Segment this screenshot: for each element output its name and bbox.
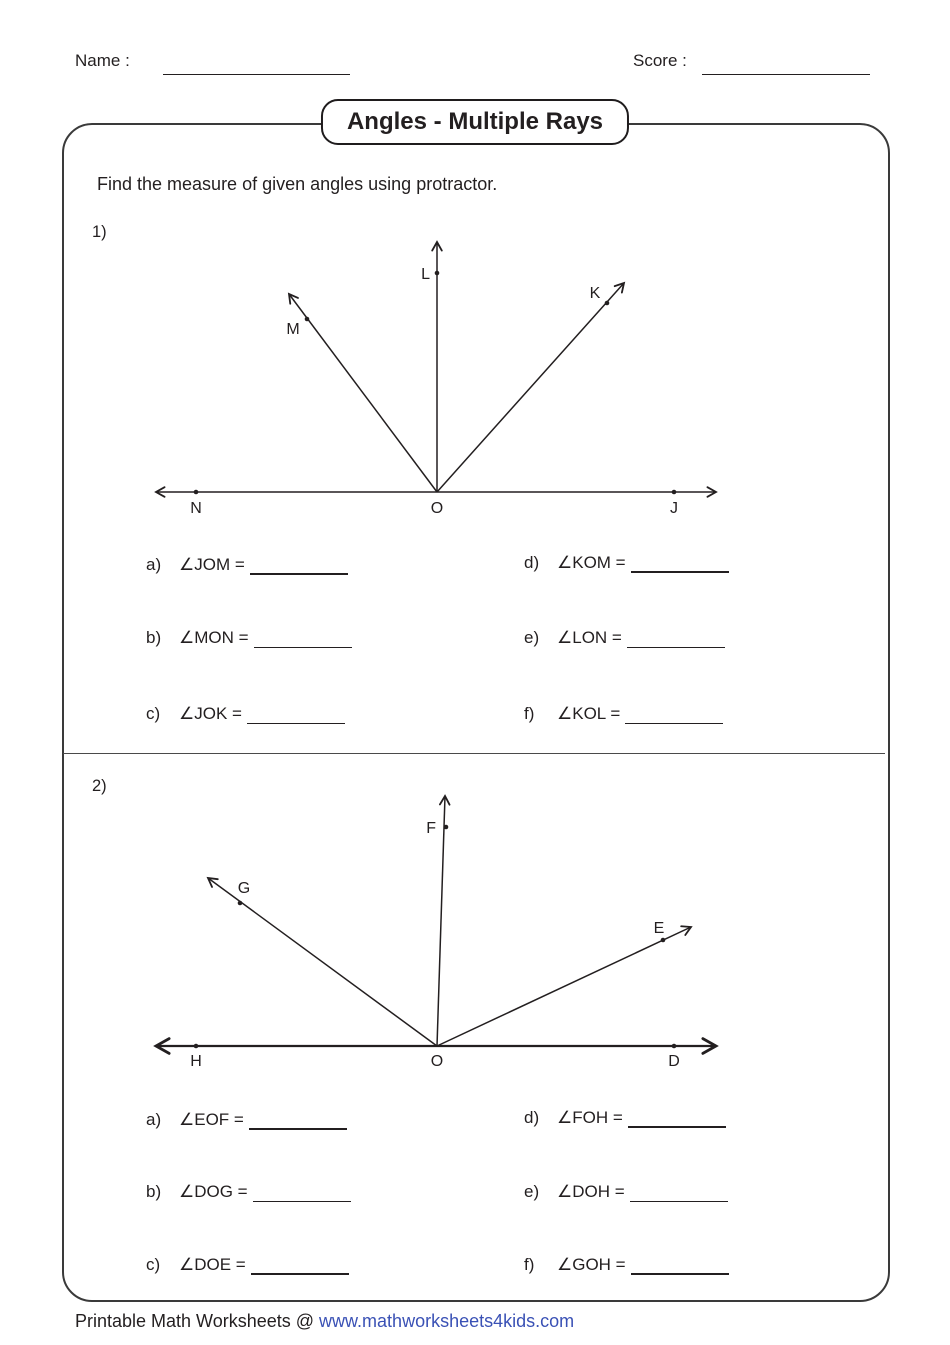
question-angle: ∠LON = <box>557 628 622 647</box>
answer-blank <box>254 632 352 648</box>
footer <box>75 1311 574 1332</box>
ray-OM <box>289 294 437 492</box>
point-J-dot <box>672 490 677 495</box>
point-F-dot <box>444 825 449 830</box>
name-blank-line <box>163 58 350 75</box>
point-label-F: F <box>426 820 436 837</box>
point-label-O2: O <box>430 1053 444 1070</box>
question-1b <box>146 626 352 648</box>
ray-OF <box>437 796 445 1046</box>
question-2c <box>146 1253 349 1275</box>
question-1a <box>146 553 348 575</box>
question-angle: ∠JOK = <box>179 704 242 723</box>
question-letter: f) <box>524 704 535 723</box>
question-letter: e) <box>524 628 540 647</box>
question-angle: ∠DOH = <box>557 1182 625 1201</box>
question-1d <box>524 551 729 573</box>
point-label-N: N <box>190 500 202 517</box>
question-angle: ∠FOH = <box>557 1108 623 1127</box>
point-label-D: D <box>668 1053 680 1070</box>
section-divider <box>63 753 885 754</box>
point-E-dot <box>661 938 666 943</box>
score-label: Score : <box>633 51 687 70</box>
answer-blank <box>250 558 348 575</box>
answer-blank <box>628 1111 726 1128</box>
diagram-problem-2 <box>140 782 740 1074</box>
question-angle: ∠DOG = <box>179 1182 248 1201</box>
question-letter: c) <box>146 1255 161 1274</box>
question-letter: c) <box>146 704 161 723</box>
worksheet-title: Angles - Multiple Rays <box>321 99 629 145</box>
problem-1-number: 1) <box>92 223 107 241</box>
question-letter: a) <box>146 555 162 574</box>
point-label-E: E <box>653 920 665 937</box>
question-letter: d) <box>524 553 540 572</box>
question-2b <box>146 1180 351 1202</box>
point-D-dot <box>672 1044 677 1049</box>
point-G-dot <box>238 901 243 906</box>
point-K-dot <box>605 301 610 306</box>
ray-OE <box>437 927 691 1046</box>
point-label-H: H <box>190 1053 202 1070</box>
point-H-dot <box>194 1044 199 1049</box>
point-L-dot <box>435 271 440 276</box>
question-angle: ∠GOH = <box>557 1255 626 1274</box>
instruction-text: Find the measure of given angles using protractor. <box>97 174 498 194</box>
question-1e <box>524 626 725 648</box>
question-letter: b) <box>146 628 162 647</box>
score-blank-line <box>702 58 870 75</box>
answer-blank <box>253 1186 351 1202</box>
answer-blank <box>630 1186 728 1202</box>
point-label-L: L <box>421 266 430 283</box>
question-angle: ∠DOE = <box>179 1255 246 1274</box>
answer-blank <box>247 708 345 724</box>
point-N-dot <box>194 490 199 495</box>
question-2e <box>524 1180 728 1202</box>
question-angle: ∠KOL = <box>557 704 621 723</box>
question-letter: b) <box>146 1182 162 1201</box>
answer-blank <box>631 556 729 573</box>
point-label-J: J <box>670 500 678 517</box>
question-letter: a) <box>146 1110 162 1129</box>
name-label: Name : <box>75 51 130 70</box>
point-label-K: K <box>589 285 601 302</box>
footer-link[interactable]: www.mathworksheets4kids.com <box>319 1311 575 1331</box>
ray-OG <box>208 878 437 1046</box>
problem-2-number: 2) <box>92 777 107 795</box>
footer-text: Printable Math Worksheets @ <box>75 1311 320 1331</box>
answer-blank <box>631 1258 729 1275</box>
question-letter: d) <box>524 1108 540 1127</box>
question-1f <box>524 702 723 724</box>
point-label-O: O <box>430 500 444 517</box>
question-2a <box>146 1108 347 1130</box>
point-label-M: M <box>286 321 300 338</box>
question-angle: ∠EOF = <box>179 1110 244 1129</box>
point-label-G: G <box>237 880 251 897</box>
ray-OK <box>437 283 624 492</box>
point-M-dot <box>305 317 310 322</box>
answer-blank <box>625 708 723 724</box>
question-angle: ∠KOM = <box>557 553 626 572</box>
answer-blank <box>251 1258 349 1275</box>
answer-blank <box>627 632 725 648</box>
diagram-problem-1 <box>140 228 740 520</box>
answer-blank <box>249 1113 347 1130</box>
question-angle: ∠MON = <box>179 628 249 647</box>
question-angle: ∠JOM = <box>179 555 245 574</box>
question-1c <box>146 702 345 724</box>
question-letter: f) <box>524 1255 535 1274</box>
question-letter: e) <box>524 1182 540 1201</box>
question-2d <box>524 1106 726 1128</box>
question-2f <box>524 1253 729 1275</box>
